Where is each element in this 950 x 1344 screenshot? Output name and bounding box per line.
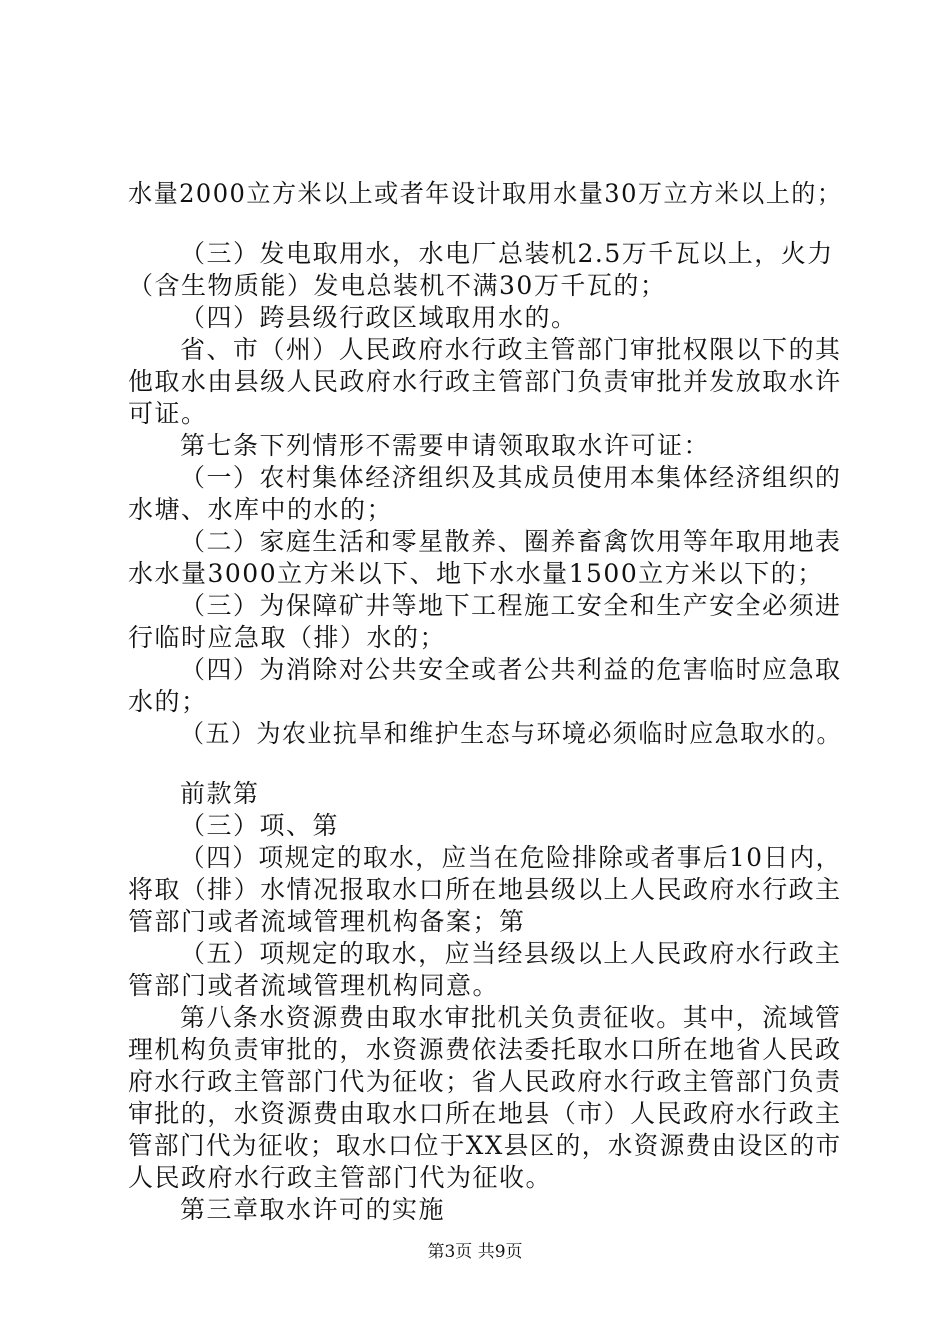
text-line: 第三章取水许可的实施 xyxy=(180,1195,446,1224)
text-line: （三）发电取用水，水电厂总装机2.5万千瓦以上，火力 xyxy=(180,239,834,268)
text-line: 府水行政主管部门代为征收；省人民政府水行政主管部门负责 xyxy=(128,1067,842,1096)
text-line: （四）项规定的取水，应当在危险排除或者事后10日内， xyxy=(180,843,842,872)
text-line: 水的； xyxy=(128,687,208,716)
text-line: 前款第 xyxy=(180,779,260,808)
text-line: 管部门或者流域管理机构同意。 xyxy=(128,971,500,1000)
text-line: 管部门代为征收；取水口位于XX县区的，水资源费由设区的市 xyxy=(128,1131,842,1160)
text-line: （四）为消除对公共安全或者公共利益的危害临时应急取 xyxy=(180,655,842,684)
text-line: （二）家庭生活和零星散养、圈养畜禽饮用等年取用地表 xyxy=(180,527,842,556)
text-line: 水量2000立方米以上或者年设计取用水量30万立方米以上的； xyxy=(128,179,843,208)
text-line: 审批的，水资源费由取水口所在地县（市）人民政府水行政主 xyxy=(128,1099,842,1128)
text-line: （五）项规定的取水，应当经县级以上人民政府水行政主 xyxy=(180,939,842,968)
text-line: 管部门或者流域管理机构备案；第 xyxy=(128,907,526,936)
text-line: 可证。 xyxy=(128,399,208,428)
text-line: 省、市（州）人民政府水行政主管部门审批权限以下的其 xyxy=(180,335,842,364)
text-line: 水水量3000立方米以下、地下水水量1500立方米以下的； xyxy=(128,559,824,588)
text-line: （四）跨县级行政区域取用水的。 xyxy=(180,303,578,332)
text-line: （含生物质能）发电总装机不满30万千瓦的； xyxy=(128,271,667,300)
text-line: （一）农村集体经济组织及其成员使用本集体经济组织的 xyxy=(180,463,842,492)
text-line: 理机构负责审批的，水资源费依法委托取水口所在地省人民政 xyxy=(128,1035,842,1064)
text-line: 将取（排）水情况报取水口所在地县级以上人民政府水行政主 xyxy=(128,875,842,904)
text-line: （五）为农业抗旱和维护生态与环境必须临时应急取水的。 xyxy=(180,719,843,748)
text-line: 第八条水资源费由取水审批机关负责征收。其中，流域管 xyxy=(180,1003,842,1032)
text-line: 人民政府水行政主管部门代为征收。 xyxy=(128,1163,553,1192)
text-line: 行临时应急取（排）水的； xyxy=(128,623,447,652)
text-line: 他取水由县级人民政府水行政主管部门负责审批并发放取水许 xyxy=(128,367,842,396)
page-number-footer: 第3页 共9页 xyxy=(427,1242,523,1262)
text-line: （三）项、第 xyxy=(180,811,340,840)
text-line: 水塘、水库中的水的； xyxy=(128,495,394,524)
text-line: （三）为保障矿井等地下工程施工安全和生产安全必须进 xyxy=(180,591,842,620)
text-line: 第七条下列情形不需要申请领取取水许可证： xyxy=(180,431,711,460)
